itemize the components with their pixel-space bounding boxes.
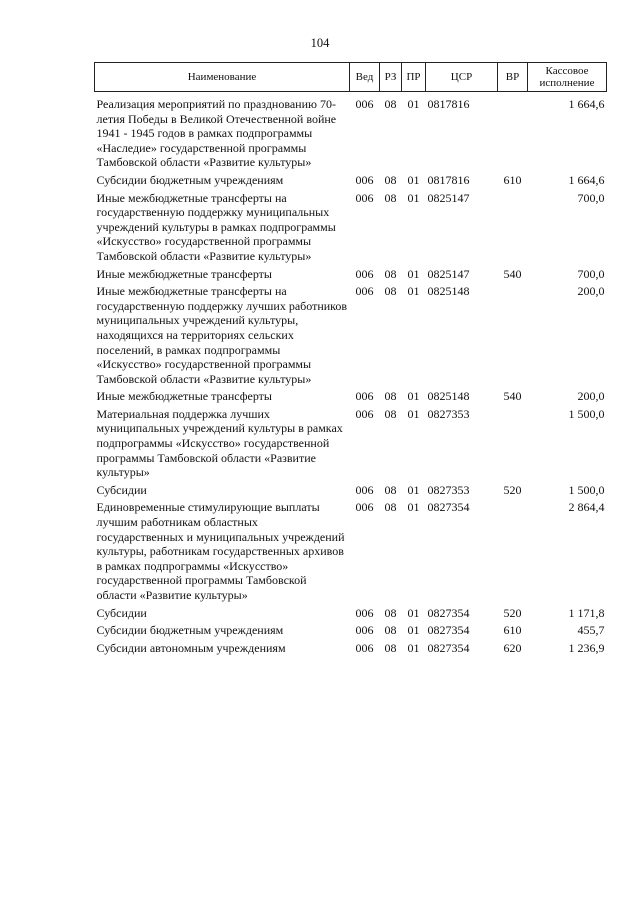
table-body — [95, 92, 607, 659]
cell-rz: 08 — [384, 605, 397, 620]
table-row — [95, 407, 607, 483]
cell-pr: 01 — [407, 97, 420, 111]
cell-sum: 200,0 — [577, 284, 605, 299]
cell-name: Субсидии — [96, 605, 147, 620]
cell-vr — [498, 500, 528, 605]
cell-pr: 01 — [407, 623, 420, 638]
cell-csr: 0825148 — [427, 284, 470, 299]
cell-csr: 0827354 — [427, 623, 470, 638]
cell-vr — [498, 407, 528, 483]
cell-sum: 1 664,6 — [568, 97, 605, 111]
cell-vr: 540 — [503, 389, 522, 404]
header-rz: РЗ — [380, 63, 402, 92]
cell-csr: 0827354 — [427, 640, 470, 655]
cell-vr: 620 — [503, 640, 522, 655]
cell-pr: 01 — [407, 640, 420, 655]
cell-pr: 01 — [407, 190, 420, 205]
cell-csr: 0817816 — [427, 97, 470, 111]
cell-name: Реализация мероприятий по празднованию 70-летия Победы в Великой Отечественной войне 1941 - 1945 годов в рамках подпрограммы «Наследие» государственной программы Тамбовской области «Развитие культуры» — [96, 97, 337, 170]
cell-vr — [498, 92, 528, 173]
cell-csr: 0825148 — [427, 389, 470, 404]
table-header-row — [95, 63, 607, 92]
cell-vr — [498, 284, 528, 389]
cell-pr: 01 — [407, 284, 420, 299]
cell-pr: 01 — [407, 605, 420, 620]
cell-name: Субсидии бюджетным учреждениям — [96, 172, 284, 187]
cell-ved: 006 — [355, 500, 374, 515]
header-csr: ЦСР — [426, 63, 498, 92]
cell-sum: 455,7 — [577, 623, 605, 638]
cell-rz: 08 — [384, 623, 397, 638]
table-row — [95, 191, 607, 267]
table-row — [95, 173, 607, 191]
cell-name: Единовременные стимулирующие выплаты лучшим работникам областных государственных и муниципальных учреждений культуры, работникам государственных архивов в рамках подпрограммы «Искусство» государственной программы Тамбовской области «Развитие культуры» — [96, 500, 345, 602]
header-sum: Кассовое исполнение — [528, 63, 607, 92]
cell-ved: 006 — [355, 284, 374, 299]
cell-name: Материальная поддержка лучших муниципальных учреждений культуры в рамках подпрограммы «Искусство» государственной программы Тамбовской области «Развитие культуры» — [96, 406, 343, 480]
cell-ved: 006 — [355, 266, 374, 281]
cell-csr: 0827354 — [427, 605, 470, 620]
header-name: Наименование — [95, 63, 350, 92]
cell-vr: 520 — [503, 605, 522, 620]
table-row — [95, 483, 607, 501]
cell-rz: 08 — [384, 389, 397, 404]
cell-pr: 01 — [407, 266, 420, 281]
cell-ved: 006 — [355, 389, 374, 404]
cell-name: Иные межбюджетные трансферты на государственную поддержку лучших работников муниципальных учреждений культуры, находящихся на территориях сельских поселений, в рамках подпрограммы «Искусство» государственной программы Тамбовской области «Развитие культуры» — [96, 284, 348, 386]
cell-ved: 006 — [355, 190, 374, 205]
cell-sum: 1 500,0 — [568, 406, 605, 421]
cell-csr: 0825147 — [427, 266, 470, 281]
cell-vr: 610 — [503, 623, 522, 638]
cell-csr: 0827354 — [427, 500, 470, 515]
table-row — [95, 92, 607, 173]
cell-sum: 1 664,6 — [568, 172, 605, 187]
cell-ved: 006 — [355, 482, 374, 497]
cell-csr: 0827353 — [427, 406, 470, 421]
cell-rz: 08 — [384, 640, 397, 655]
cell-pr: 01 — [407, 406, 420, 421]
cell-sum: 700,0 — [577, 190, 605, 205]
table-row — [95, 389, 607, 407]
cell-rz: 08 — [384, 406, 397, 421]
cell-ved: 006 — [355, 605, 374, 620]
budget-table — [94, 62, 607, 658]
cell-sum: 1 236,9 — [568, 640, 605, 655]
table-row — [95, 623, 607, 641]
cell-pr: 01 — [407, 482, 420, 497]
cell-rz: 08 — [384, 500, 397, 515]
cell-name: Иные межбюджетные трансферты — [96, 389, 272, 404]
table-row — [95, 606, 607, 624]
cell-rz: 08 — [384, 172, 397, 187]
cell-rz: 08 — [384, 266, 397, 281]
cell-pr: 01 — [407, 389, 420, 404]
cell-sum: 1 171,8 — [568, 605, 605, 620]
cell-vr: 520 — [503, 482, 522, 497]
cell-rz: 08 — [384, 97, 397, 111]
cell-rz: 08 — [384, 482, 397, 497]
cell-csr: 0825147 — [427, 190, 470, 205]
table-row — [95, 267, 607, 285]
cell-name: Иные межбюджетные трансферты — [96, 266, 272, 281]
cell-pr: 01 — [407, 500, 420, 515]
cell-name: Субсидии автономным учреждениям — [96, 640, 286, 655]
header-pr: ПР — [402, 63, 426, 92]
cell-sum: 200,0 — [577, 389, 605, 404]
cell-ved: 006 — [355, 97, 374, 111]
cell-vr — [498, 191, 528, 267]
table-row — [95, 641, 607, 659]
table-row — [95, 284, 607, 389]
cell-name: Субсидии — [96, 482, 147, 497]
header-ved: Вед — [350, 63, 380, 92]
cell-pr: 01 — [407, 172, 420, 187]
cell-sum: 1 500,0 — [568, 482, 605, 497]
cell-sum: 700,0 — [577, 266, 605, 281]
header-vr: ВР — [498, 63, 528, 92]
cell-ved: 006 — [355, 172, 374, 187]
table-row — [95, 500, 607, 605]
cell-ved: 006 — [355, 623, 374, 638]
cell-csr: 0817816 — [427, 172, 470, 187]
cell-ved: 006 — [355, 406, 374, 421]
cell-sum: 2 864,4 — [568, 500, 605, 515]
cell-name: Иные межбюджетные трансферты на государственную поддержку муниципальных учреждений культуры в рамках подпрограммы «Искусство» государственной программы Тамбовской области «Развитие культуры» — [96, 190, 336, 263]
cell-rz: 08 — [384, 284, 397, 299]
cell-vr: 610 — [503, 172, 522, 187]
cell-ved: 006 — [355, 640, 374, 655]
cell-rz: 08 — [384, 190, 397, 205]
cell-vr: 540 — [503, 266, 522, 281]
cell-name: Субсидии бюджетным учреждениям — [96, 623, 284, 638]
cell-csr: 0827353 — [427, 482, 470, 497]
page-number: 104 — [310, 36, 330, 50]
